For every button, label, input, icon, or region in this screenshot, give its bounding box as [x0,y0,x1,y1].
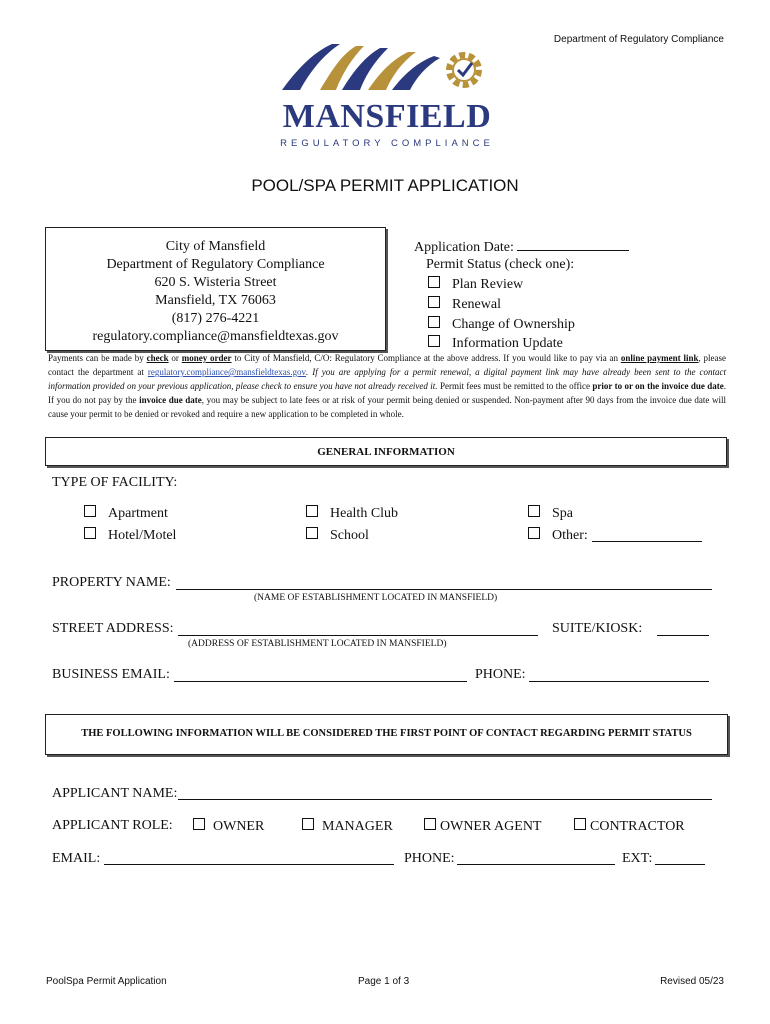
checkbox-icon[interactable] [84,505,96,517]
application-date-label: Application Date: [414,240,514,255]
payment-method-money-order: money order [181,353,232,363]
option-label: School [330,528,369,543]
facility-option-health-club[interactable] [306,505,398,522]
option-label: Apartment [108,506,168,521]
payment-text: Permit fees must be remitted to the office [439,381,590,391]
business-email-label: BUSINESS EMAIL: [52,667,170,682]
option-label: CONTRACTOR [590,819,685,834]
option-label: Spa [552,506,573,521]
business-phone-label: PHONE: [475,667,526,682]
street-address-hint: (ADDRESS OF ESTABLISHMENT LOCATED IN MANSFIELD) [188,639,447,649]
business-phone-field[interactable] [529,681,709,682]
applicant-ext-label: EXT: [622,851,653,866]
payment-due-emphasis: invoice due date [139,395,202,405]
option-label: Other: [552,528,588,543]
address-line: 620 S. Wisteria Street [154,275,277,290]
checkbox-icon[interactable] [302,818,314,830]
checkbox-icon[interactable] [428,335,440,347]
checkbox-icon[interactable] [428,296,440,308]
suite-kiosk-label: SUITE/KIOSK: [552,621,643,636]
option-label: Plan Review [452,277,524,292]
property-name-label: PROPERTY NAME: [52,575,171,590]
address-line: Department of Regulatory Compliance [106,257,325,272]
department-header: Department of Regulatory Compliance [553,34,724,45]
payment-text: . If you do not pay by the [48,381,726,405]
applicant-name-label: APPLICANT NAME: [52,786,178,801]
checkbox-icon[interactable] [574,818,586,830]
checkbox-icon[interactable] [424,818,436,830]
payment-text: , please contact the department at [48,353,727,377]
option-label: MANAGER [322,819,393,834]
property-name-hint: (NAME OF ESTABLISHMENT LOCATED IN MANSFIELD) [254,593,498,603]
status-option-change-of-ownership[interactable] [428,316,575,333]
status-option-information-update[interactable] [428,335,563,352]
facility-option-school[interactable] [306,527,369,544]
section-title: GENERAL INFORMATION [317,446,455,458]
checkbox-icon[interactable] [306,505,318,517]
option-label: Renewal [452,297,501,312]
facility-option-other[interactable] [528,527,588,544]
notice-text: THE FOLLOWING INFORMATION WILL BE CONSIDERED THE FIRST POINT OF CONTACT REGARDING PERMIT STATUS [81,728,692,739]
business-email-field[interactable] [174,681,467,682]
facility-type-label: TYPE OF FACILITY: [52,475,178,490]
checkbox-icon[interactable] [84,527,96,539]
applicant-email-field[interactable] [104,864,394,865]
role-option-owner[interactable] [193,818,264,835]
application-date-field[interactable] [517,238,629,251]
suite-kiosk-field[interactable] [657,635,709,636]
address-email: regulatory.compliance@mansfieldtexas.gov [92,329,339,344]
checkbox-icon[interactable] [428,316,440,328]
facility-option-apartment[interactable] [84,505,168,522]
option-label: Information Update [452,336,563,351]
option-label: Health Club [330,506,399,521]
applicant-role-label: APPLICANT ROLE: [52,818,173,833]
online-payment-link: online payment link [620,353,699,363]
payment-due-emphasis: prior to or on the invoice due date [592,381,724,391]
option-label: Change of Ownership [452,317,575,332]
status-option-plan-review[interactable] [428,276,523,293]
option-label: OWNER AGENT [440,819,542,834]
role-option-owner-agent[interactable] [424,818,542,835]
payment-text: to City of Mansfield, C/O: Regulatory Compliance at the above address. If you would like to pay via an [234,353,618,363]
other-facility-field[interactable] [592,541,702,542]
payment-method-check: check [146,353,169,363]
payment-text: Payments can be made by [48,353,144,363]
checkbox-icon[interactable] [306,527,318,539]
applicant-email-label: EMAIL: [52,851,101,866]
property-name-field[interactable] [176,589,712,590]
logo-wordmark: MANSFIELD [282,98,492,135]
applicant-phone-field[interactable] [457,864,615,865]
payment-text: or [171,353,179,363]
application-info [414,238,629,351]
option-label: OWNER [213,819,265,834]
street-address-label: STREET ADDRESS: [52,621,174,636]
page-title: POOL/SPA PERMIT APPLICATION [251,176,519,195]
payment-text: , you may be subject to late fees or at risk of your permit being denied or suspended. Non-payment after 90 days from the invoice due date will cause your permit to be denied or revoked and require a new application to be completed in whole. [48,395,727,419]
address-box [45,227,386,351]
address-line: Mansfield, TX 76063 [155,293,276,308]
permit-status-label: Permit Status (check one): [426,257,575,272]
status-option-renewal[interactable] [428,296,501,313]
applicant-name-field[interactable] [178,799,712,800]
logo-mark-icon [280,38,494,100]
checkbox-icon[interactable] [528,505,540,517]
role-option-manager[interactable] [302,818,393,835]
department-email-link[interactable]: regulatory.compliance@mansfieldtexas.gov [147,367,307,377]
footer-page-number: Page 1 of 3 [358,976,410,987]
first-point-of-contact-notice [45,714,728,755]
mansfield-logo [280,38,500,156]
footer-revision: Revised 05/23 [660,976,724,987]
payment-instructions [48,351,726,421]
payment-text: . If you are applying for a permit renewal, a digital payment link may have already been sent to the contact information provided on your previous application, please check to ensure you have not already received it. [48,367,726,391]
facility-option-spa[interactable] [528,505,573,522]
checkbox-icon[interactable] [528,527,540,539]
checkbox-icon[interactable] [428,276,440,288]
applicant-phone-label: PHONE: [404,851,455,866]
address-line: City of Mansfield [165,239,266,254]
role-option-contractor[interactable] [574,818,685,835]
option-label: Hotel/Motel [108,528,177,543]
applicant-ext-field[interactable] [655,864,705,865]
facility-option-hotel-motel[interactable] [84,527,176,544]
general-information-header [45,437,727,466]
street-address-field[interactable] [178,635,538,636]
logo-subtitle: REGULATORY COMPLIANCE [280,138,494,149]
checkbox-icon[interactable] [193,818,205,830]
address-line: (817) 276-4221 [171,311,260,326]
footer-form-name: PoolSpa Permit Application [46,976,167,987]
